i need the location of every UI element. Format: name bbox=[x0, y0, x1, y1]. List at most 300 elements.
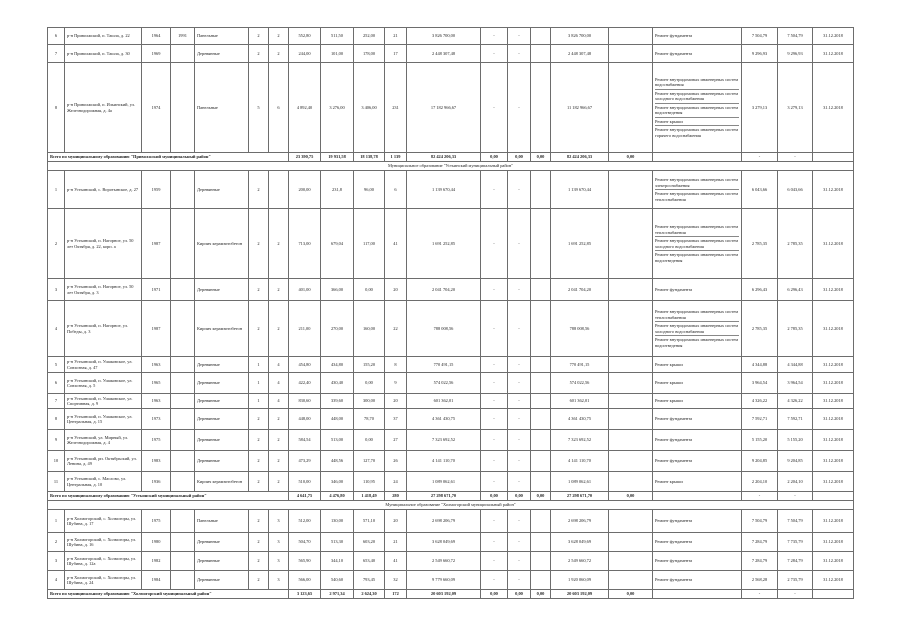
table-row bbox=[48, 472, 854, 492]
works-list bbox=[653, 533, 742, 552]
fund-federal: - bbox=[481, 28, 508, 45]
address-cell: р-н Устьинский, п. Нагорное, ул. 50 лет Октября, д. 22, корп. а bbox=[65, 209, 142, 279]
year-built: 1984 bbox=[142, 571, 171, 590]
fund-federal: - bbox=[481, 430, 508, 451]
cost-total: 1 089 062,61 bbox=[407, 472, 481, 492]
area-other: 793,45 bbox=[354, 571, 385, 590]
works-list bbox=[653, 279, 742, 301]
fund-local bbox=[531, 209, 551, 279]
entrances: 3 bbox=[269, 552, 289, 571]
residents: 20 bbox=[385, 510, 407, 533]
cost-total: 2 549 660,72 bbox=[407, 552, 481, 571]
fund-regional: - bbox=[508, 279, 531, 301]
year-overhaul bbox=[171, 394, 195, 409]
area-other: 0,00 bbox=[354, 430, 385, 451]
wall-material: Деревянные bbox=[195, 552, 249, 571]
empty-cell bbox=[609, 279, 653, 301]
empty-cell bbox=[609, 472, 653, 492]
fund-owners: 574 022,56 bbox=[551, 373, 609, 394]
completion-date: 31.12.2018 bbox=[813, 552, 854, 571]
area-living: 339,60 bbox=[321, 394, 354, 409]
section-title: Муниципальное образование "Устьинский муниципальный район" bbox=[48, 162, 854, 171]
fund-owners: 7 323 692,52 bbox=[551, 430, 609, 451]
work-item: Ремонт внутридомовых инженерных систем теплоснабжения bbox=[655, 308, 739, 322]
floors: 2 bbox=[249, 279, 269, 301]
empty-cell bbox=[609, 171, 653, 209]
year-overhaul bbox=[171, 552, 195, 571]
area-total: 4 892,40 bbox=[289, 63, 321, 153]
year-overhaul bbox=[171, 279, 195, 301]
table-row bbox=[48, 373, 854, 394]
row-number: 3 bbox=[48, 552, 65, 571]
max-cost: 7 592,71 bbox=[778, 409, 813, 430]
cost-total: 574 022,56 bbox=[407, 373, 481, 394]
work-item: Ремонт крыши bbox=[655, 380, 683, 386]
fund-owners: 601 362,01 bbox=[551, 394, 609, 409]
year-built: 1971 bbox=[142, 279, 171, 301]
total-f3: 0,00 bbox=[531, 153, 551, 162]
entrances: 2 bbox=[269, 430, 289, 451]
total-res: 1 139 bbox=[385, 153, 407, 162]
area-total: 584,54 bbox=[289, 430, 321, 451]
area-other: 653,40 bbox=[354, 552, 385, 571]
entrances: 2 bbox=[269, 451, 289, 472]
area-total: 448,00 bbox=[289, 409, 321, 430]
address-cell: р-н Приволжский, п. Ташла, д. 22 bbox=[65, 28, 142, 45]
area-other: 0,00 bbox=[354, 373, 385, 394]
work-item: Ремонт фундамента bbox=[655, 286, 693, 292]
wall-material: Деревянные bbox=[195, 409, 249, 430]
total-a2: 19 931,58 bbox=[321, 153, 354, 162]
address-cell: р-н Устьинский, с. Воротынское, д. 27 bbox=[65, 171, 142, 209]
fund-regional: - bbox=[508, 552, 531, 571]
total-empty bbox=[813, 153, 854, 162]
empty-cell bbox=[609, 510, 653, 533]
floors: 2 bbox=[249, 552, 269, 571]
year-overhaul bbox=[171, 533, 195, 552]
area-living: 344,10 bbox=[321, 552, 354, 571]
work-item: Ремонт фундамента bbox=[655, 539, 693, 545]
total-row bbox=[48, 590, 854, 599]
area-total: 510,00 bbox=[289, 472, 321, 492]
unit-cost: 6 296,43 bbox=[742, 279, 778, 301]
max-cost: 7 284,79 bbox=[778, 552, 813, 571]
empty-cell bbox=[609, 373, 653, 394]
fund-owners: 1 089 062,61 bbox=[551, 472, 609, 492]
fund-regional: - bbox=[508, 571, 531, 590]
floors: 2 bbox=[249, 430, 269, 451]
max-cost: 7 504,79 bbox=[778, 28, 813, 45]
total-f4: 27 298 671,70 bbox=[551, 492, 609, 501]
year-built: 1987 bbox=[142, 301, 171, 357]
row-number: 7 bbox=[48, 394, 65, 409]
max-cost: 6 296,43 bbox=[778, 279, 813, 301]
table-row bbox=[48, 28, 854, 45]
table-row bbox=[48, 279, 854, 301]
fund-owners: 1 920 060,09 bbox=[551, 571, 609, 590]
area-other: 300,00 bbox=[354, 394, 385, 409]
fund-federal: - bbox=[481, 394, 508, 409]
unit-cost: 9 204,85 bbox=[742, 451, 778, 472]
completion-date: 31.12.2018 bbox=[813, 409, 854, 430]
fund-regional: - bbox=[508, 209, 531, 279]
cost-total: 1 691 252,85 bbox=[407, 209, 481, 279]
fund-federal: - bbox=[481, 209, 508, 279]
work-item: Ремонт внутридомовых инженерных систем теплоснабжения bbox=[655, 191, 739, 202]
area-living: 130,00 bbox=[321, 510, 354, 533]
area-living: 511,50 bbox=[321, 28, 354, 45]
total-row bbox=[48, 492, 854, 501]
area-other: 110,95 bbox=[354, 472, 385, 492]
unit-cost: 6 043,66 bbox=[742, 171, 778, 209]
cost-total: 2 698 206,79 bbox=[407, 510, 481, 533]
table-row bbox=[48, 409, 854, 430]
wall-material: Панельные bbox=[195, 28, 249, 45]
year-overhaul bbox=[171, 63, 195, 153]
empty-cell bbox=[609, 28, 653, 45]
total-empty bbox=[653, 590, 742, 599]
total-f2: 0,00 bbox=[508, 590, 531, 599]
floors: 2 bbox=[249, 472, 269, 492]
year-built: 1980 bbox=[142, 533, 171, 552]
year-built: 1959 bbox=[142, 171, 171, 209]
total-empty bbox=[813, 492, 854, 501]
area-total: 830,60 bbox=[289, 394, 321, 409]
row-number: 6 bbox=[48, 373, 65, 394]
work-item: Ремонт крыши bbox=[655, 398, 683, 404]
max-cost: 9 204,85 bbox=[778, 451, 813, 472]
area-total: 552,80 bbox=[289, 28, 321, 45]
unit-cost: 7 592,71 bbox=[742, 409, 778, 430]
entrances: 2 bbox=[269, 209, 289, 279]
residents: 9 bbox=[385, 373, 407, 394]
max-cost: 2 735,79 bbox=[778, 571, 813, 590]
address-cell: р-н Устьинский, с. Маслово, ул. Центральная, д. 10 bbox=[65, 472, 142, 492]
wall-material: Деревянные bbox=[195, 571, 249, 590]
fund-local bbox=[531, 357, 551, 373]
works-list bbox=[653, 472, 742, 492]
total-label: Всего по муниципальному образованию "Приволжский муниципальный район" bbox=[48, 153, 289, 162]
floors: 2 bbox=[249, 45, 269, 63]
works-list bbox=[653, 571, 742, 590]
area-total: 200,00 bbox=[289, 171, 321, 209]
total-f1: 0,00 bbox=[481, 153, 508, 162]
floors: 2 bbox=[249, 533, 269, 552]
wall-material: Деревянные bbox=[195, 533, 249, 552]
table-row bbox=[48, 533, 854, 552]
fund-federal: - bbox=[481, 472, 508, 492]
floors: 1 bbox=[249, 373, 269, 394]
wall-material: Деревянные bbox=[195, 394, 249, 409]
total-f1: 0,00 bbox=[481, 590, 508, 599]
completion-date: 31.12.2018 bbox=[813, 373, 854, 394]
cost-total: 2 448 307,48 bbox=[407, 45, 481, 63]
table-row bbox=[48, 301, 854, 357]
row-number: 3 bbox=[48, 279, 65, 301]
total-empty bbox=[653, 492, 742, 501]
year-built: 1987 bbox=[142, 209, 171, 279]
fund-owners: 788 008,56 bbox=[551, 301, 609, 357]
residents: 37 bbox=[385, 409, 407, 430]
unit-cost: 4 326,22 bbox=[742, 394, 778, 409]
unit-cost: 3 964,54 bbox=[742, 373, 778, 394]
residents: 8 bbox=[385, 357, 407, 373]
address-cell: р-н Приволжский, п. Ташла, д. 30 bbox=[65, 45, 142, 63]
area-living: 366,00 bbox=[321, 279, 354, 301]
fund-local bbox=[531, 373, 551, 394]
area-living: 3 276,00 bbox=[321, 63, 354, 153]
unit-cost: 2 785,35 bbox=[742, 209, 778, 279]
table-row bbox=[48, 571, 854, 590]
area-living: 430,40 bbox=[321, 373, 354, 394]
table-row bbox=[48, 394, 854, 409]
empty-cell bbox=[609, 301, 653, 357]
unit-cost: 2 568,28 bbox=[742, 571, 778, 590]
work-item: Ремонт внутридомовых инженерных систем водоотведения bbox=[655, 252, 739, 263]
max-cost: 4 344,88 bbox=[778, 357, 813, 373]
fund-owners: 11 182 966,67 bbox=[551, 63, 609, 153]
area-living: 434,80 bbox=[321, 357, 354, 373]
works-list bbox=[653, 209, 742, 279]
area-total: 512,00 bbox=[289, 510, 321, 533]
cost-total: 9 779 660,09 bbox=[407, 571, 481, 590]
work-item: Ремонт фундамента bbox=[655, 416, 693, 422]
wall-material: Деревянные bbox=[195, 171, 249, 209]
completion-date: 31.12.2018 bbox=[813, 357, 854, 373]
fund-federal: - bbox=[481, 171, 508, 209]
year-built: 1965 bbox=[142, 373, 171, 394]
total-f5: 0,00 bbox=[609, 492, 653, 501]
empty-cell bbox=[609, 552, 653, 571]
floors: 2 bbox=[249, 451, 269, 472]
cost-total: 2 041 704,20 bbox=[407, 279, 481, 301]
completion-date: 31.12.2018 bbox=[813, 394, 854, 409]
works-list bbox=[653, 171, 742, 209]
entrances: 4 bbox=[269, 357, 289, 373]
unit-cost: 7 504,79 bbox=[742, 510, 778, 533]
entrances: 2 bbox=[269, 279, 289, 301]
max-cost: 3 279,13 bbox=[778, 63, 813, 153]
entrances: 4 bbox=[269, 373, 289, 394]
fund-local bbox=[531, 45, 551, 63]
fund-federal: - bbox=[481, 533, 508, 552]
work-item: Ремонт внутридомовых инженерных систем холодного водоснабжения bbox=[655, 322, 739, 336]
row-number: 1 bbox=[48, 171, 65, 209]
empty-cell bbox=[609, 571, 653, 590]
work-item: Ремонт фундамента bbox=[655, 50, 693, 56]
work-item: Ремонт внутридомовых инженерных систем горячего водоснабжения bbox=[655, 127, 739, 138]
total-f1: 0,00 bbox=[481, 492, 508, 501]
fund-federal: - bbox=[481, 510, 508, 533]
entrances: 2 bbox=[269, 472, 289, 492]
total-row bbox=[48, 153, 854, 162]
wall-material: Кирпич керамзитобетон bbox=[195, 301, 249, 357]
works-list bbox=[653, 552, 742, 571]
fund-owners: 4 141 110,70 bbox=[551, 451, 609, 472]
floors: 2 bbox=[249, 301, 269, 357]
residents: 231 bbox=[385, 63, 407, 153]
fund-federal: - bbox=[481, 301, 508, 357]
floors: 5 bbox=[249, 63, 269, 153]
total-v2: - bbox=[778, 590, 813, 599]
fund-owners: 2 698 206,79 bbox=[551, 510, 609, 533]
year-built: 1969 bbox=[142, 45, 171, 63]
address-cell: р-н Устьинский, п. Нагорное, ул. 50 лет Октября, д. 3 bbox=[65, 279, 142, 301]
floors: 1 bbox=[249, 394, 269, 409]
wall-material: Деревянные bbox=[195, 373, 249, 394]
area-other: 78,70 bbox=[354, 409, 385, 430]
entrances: 6 bbox=[269, 63, 289, 153]
row-number: 2 bbox=[48, 533, 65, 552]
address-cell: р-н Холмогорский, с. Холмогоры, ул. Шубина, д. 16 bbox=[65, 533, 142, 552]
total-a1: 3 123,65 bbox=[289, 590, 321, 599]
area-total: 422,40 bbox=[289, 373, 321, 394]
total-label: Всего по муниципальному образованию "Устьинский муниципальный район" bbox=[48, 492, 289, 501]
max-cost: 3 964,54 bbox=[778, 373, 813, 394]
completion-date: 31.12.2018 bbox=[813, 209, 854, 279]
max-cost: 7 504,79 bbox=[778, 510, 813, 533]
wall-material: Панельные bbox=[195, 63, 249, 153]
wall-material: Деревянные bbox=[195, 430, 249, 451]
max-cost: 2 204,10 bbox=[778, 472, 813, 492]
wall-material: Деревянные bbox=[195, 279, 249, 301]
area-other: 127,70 bbox=[354, 451, 385, 472]
year-built: 1973 bbox=[142, 409, 171, 430]
fund-regional: - bbox=[508, 430, 531, 451]
empty-cell bbox=[609, 394, 653, 409]
table-row bbox=[48, 451, 854, 472]
area-total: 454,80 bbox=[289, 357, 321, 373]
year-overhaul: 1991 bbox=[171, 28, 195, 45]
unit-cost: 7 284,79 bbox=[742, 533, 778, 552]
cost-total: 788 008,56 bbox=[407, 301, 481, 357]
completion-date: 31.12.2018 bbox=[813, 63, 854, 153]
residents: 6 bbox=[385, 171, 407, 209]
fund-regional: - bbox=[508, 63, 531, 153]
fund-local bbox=[531, 394, 551, 409]
address-cell: р-н Приволжский, п. Ильинский, ул. Железнодорожная, д. 4а bbox=[65, 63, 142, 153]
completion-date: 31.12.2018 bbox=[813, 430, 854, 451]
floors: 2 bbox=[249, 571, 269, 590]
cost-total: 3 628 049,69 bbox=[407, 533, 481, 552]
area-total: 566,00 bbox=[289, 571, 321, 590]
work-item: Ремонт крыши bbox=[655, 361, 683, 367]
fund-owners: 1 139 670,44 bbox=[551, 171, 609, 209]
total-a1: 23 390,75 bbox=[289, 153, 321, 162]
row-number: 10 bbox=[48, 451, 65, 472]
area-total: 504,70 bbox=[289, 533, 321, 552]
max-cost: 5 155,20 bbox=[778, 430, 813, 451]
total-v2: - bbox=[778, 153, 813, 162]
works-list bbox=[653, 63, 742, 153]
area-total: 713,00 bbox=[289, 209, 321, 279]
completion-date: 31.12.2018 bbox=[813, 171, 854, 209]
area-total: 565,90 bbox=[289, 552, 321, 571]
residents: 17 bbox=[385, 45, 407, 63]
total-cost: 82 424 206,33 bbox=[407, 153, 481, 162]
works-list bbox=[653, 357, 742, 373]
completion-date: 31.12.2018 bbox=[813, 301, 854, 357]
fund-regional: - bbox=[508, 373, 531, 394]
table-row bbox=[48, 430, 854, 451]
wall-material: Деревянные bbox=[195, 451, 249, 472]
fund-federal: - bbox=[481, 451, 508, 472]
address-cell: р-н Устьинский, п. Ушаковское, ул. Совхозная, д. 47 bbox=[65, 357, 142, 373]
year-overhaul bbox=[171, 45, 195, 63]
max-cost: 7 735,79 bbox=[778, 533, 813, 552]
area-living: 448,00 bbox=[321, 409, 354, 430]
work-item: Ремонт внутридомовых инженерных систем холодного водоснабжения bbox=[655, 90, 739, 104]
floors: 2 bbox=[249, 510, 269, 533]
area-other: 117,00 bbox=[354, 209, 385, 279]
total-a3: 1 418,49 bbox=[354, 492, 385, 501]
work-item: Ремонт крыши bbox=[655, 478, 683, 484]
work-item: Ремонт фундамента bbox=[655, 558, 693, 564]
work-item: Ремонт внутридомовых инженерных систем электроснабжения bbox=[655, 176, 739, 190]
wall-material: Деревянные bbox=[195, 357, 249, 373]
address-cell: р-н Холмогорский, с. Холмогоры, ул. Шубина, д. 24 bbox=[65, 571, 142, 590]
area-total: 244,00 bbox=[289, 45, 321, 63]
total-empty bbox=[813, 590, 854, 599]
empty-cell bbox=[609, 409, 653, 430]
unit-cost: 4 344,88 bbox=[742, 357, 778, 373]
wall-material: Деревянные bbox=[195, 45, 249, 63]
unit-cost: 2 204,10 bbox=[742, 472, 778, 492]
empty-cell bbox=[609, 357, 653, 373]
max-cost: 2 785,35 bbox=[778, 301, 813, 357]
cost-total: 770 491,15 bbox=[407, 357, 481, 373]
year-built: 1964 bbox=[142, 28, 171, 45]
area-living: 448,56 bbox=[321, 451, 354, 472]
fund-local bbox=[531, 472, 551, 492]
total-a3: 18 138,78 bbox=[354, 153, 385, 162]
address-cell: р-н Устьинский, п. Ушаковское, ул. Центральная, д. 15 bbox=[65, 409, 142, 430]
completion-date: 31.12.2018 bbox=[813, 45, 854, 63]
fund-regional: - bbox=[508, 394, 531, 409]
year-overhaul bbox=[171, 472, 195, 492]
address-cell: р-н Устьинский, рп. Октябрьский, ул. Ленина, д. 49 bbox=[65, 451, 142, 472]
fund-federal: - bbox=[481, 409, 508, 430]
residents: 20 bbox=[385, 394, 407, 409]
wall-material: Кирпич керамзитобетон bbox=[195, 472, 249, 492]
total-a2: 2 971,34 bbox=[321, 590, 354, 599]
address-cell: р-н Устьинский, п. Ушаковское, ул. Совхозная, д. 5 bbox=[65, 373, 142, 394]
works-list bbox=[653, 373, 742, 394]
residents: 21 bbox=[385, 28, 407, 45]
area-living: 679,04 bbox=[321, 209, 354, 279]
fund-local bbox=[531, 510, 551, 533]
total-cost: 27 298 671,70 bbox=[407, 492, 481, 501]
row-number: 4 bbox=[48, 301, 65, 357]
total-a3: 2 624,30 bbox=[354, 590, 385, 599]
total-f2: 0,00 bbox=[508, 153, 531, 162]
total-res: 172 bbox=[385, 590, 407, 599]
wall-material: Кирпич керамзитобетон bbox=[195, 209, 249, 279]
work-item: Ремонт фундамента bbox=[655, 577, 693, 583]
works-list bbox=[653, 451, 742, 472]
area-other: 178,00 bbox=[354, 45, 385, 63]
address-cell: р-н Холмогорский, с. Холмогоры, ул. Шубина, д. 12а bbox=[65, 552, 142, 571]
fund-owners: 2 448 307,48 bbox=[551, 45, 609, 63]
cost-total: 7 323 692,52 bbox=[407, 430, 481, 451]
fund-local bbox=[531, 301, 551, 357]
fund-federal: - bbox=[481, 571, 508, 590]
address-cell: р-н Устьинский, п. Нагорное, ул. Победы, д. 3 bbox=[65, 301, 142, 357]
row-number: 8 bbox=[48, 409, 65, 430]
completion-date: 31.12.2018 bbox=[813, 571, 854, 590]
year-built: 1963 bbox=[142, 357, 171, 373]
fund-local bbox=[531, 533, 551, 552]
